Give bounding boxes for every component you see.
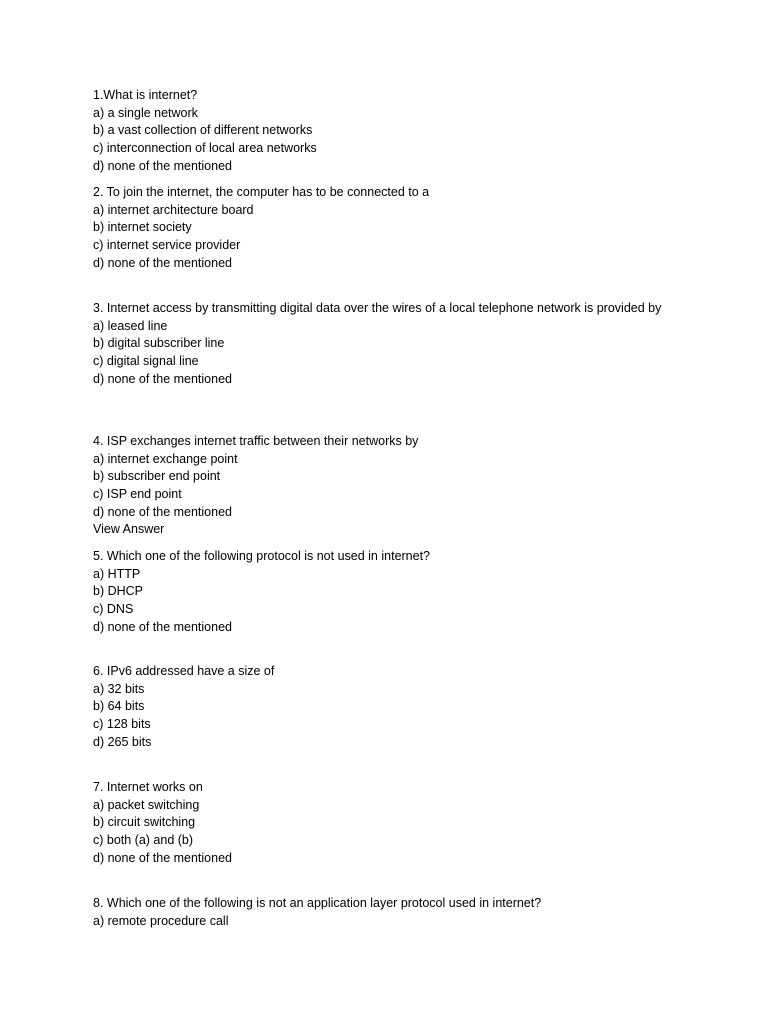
answer-option: d) none of the mentioned xyxy=(93,371,232,386)
answer-option: c) digital signal line xyxy=(93,354,199,369)
answer-option: d) none of the mentioned xyxy=(93,158,232,173)
answer-option: c) ISP end point xyxy=(93,487,182,502)
answer-option: d) 265 bits xyxy=(93,734,152,749)
question-7 xyxy=(93,779,693,867)
answer-option: c) both (a) and (b) xyxy=(93,833,194,848)
answer-option: b) digital subscriber line xyxy=(93,336,225,351)
question-2 xyxy=(93,184,693,272)
answer-option: a) internet exchange point xyxy=(93,451,238,466)
answer-option: b) DHCP xyxy=(93,584,144,599)
answer-option: c) DNS xyxy=(93,602,134,617)
answer-option: b) a vast collection of different networks xyxy=(93,123,313,138)
question-text: 3. Internet access by transmitting digital data over the wires of a local telephone network is provided by xyxy=(93,301,662,315)
question-text: 6. IPv6 addressed have a size of xyxy=(93,664,275,678)
question-text: 4. ISP exchanges internet traffic between their networks by xyxy=(93,434,419,448)
question-1 xyxy=(93,87,693,175)
question-text: 1.What is internet? xyxy=(93,88,198,102)
question-4 xyxy=(93,433,693,539)
view-answer-text: View Answer xyxy=(93,522,165,537)
answer-option: a) remote procedure call xyxy=(93,913,229,928)
answer-option: b) subscriber end point xyxy=(93,469,221,484)
question-text: 2. To join the internet, the computer has to be connected to a xyxy=(93,185,430,199)
answer-option: d) none of the mentioned xyxy=(93,850,232,865)
question-text: 8. Which one of the following is not an application layer protocol used in internet? xyxy=(93,896,542,910)
answer-option: d) none of the mentioned xyxy=(93,255,232,270)
answer-option: a) packet switching xyxy=(93,797,200,812)
answer-option: a) internet architecture board xyxy=(93,202,254,217)
answer-option: c) 128 bits xyxy=(93,717,151,732)
answer-option: c) internet service provider xyxy=(93,238,241,253)
answer-option: b) 64 bits xyxy=(93,699,145,714)
answer-option: a) 32 bits xyxy=(93,681,145,696)
question-text: 7. Internet works on xyxy=(93,780,203,794)
answer-option: a) HTTP xyxy=(93,566,141,581)
answer-option: c) interconnection of local area networks xyxy=(93,141,317,156)
answer-option: a) leased line xyxy=(93,318,168,333)
answer-option: d) none of the mentioned xyxy=(93,619,232,634)
question-8 xyxy=(93,895,693,930)
question-3 xyxy=(93,300,693,388)
answer-option: a) a single network xyxy=(93,105,198,120)
answer-option: d) none of the mentioned xyxy=(93,504,232,519)
answer-option: b) circuit switching xyxy=(93,815,196,830)
answer-option: b) internet society xyxy=(93,220,192,235)
question-6 xyxy=(93,663,693,751)
question-5 xyxy=(93,548,693,636)
question-text: 5. Which one of the following protocol is not used in internet? xyxy=(93,549,431,563)
